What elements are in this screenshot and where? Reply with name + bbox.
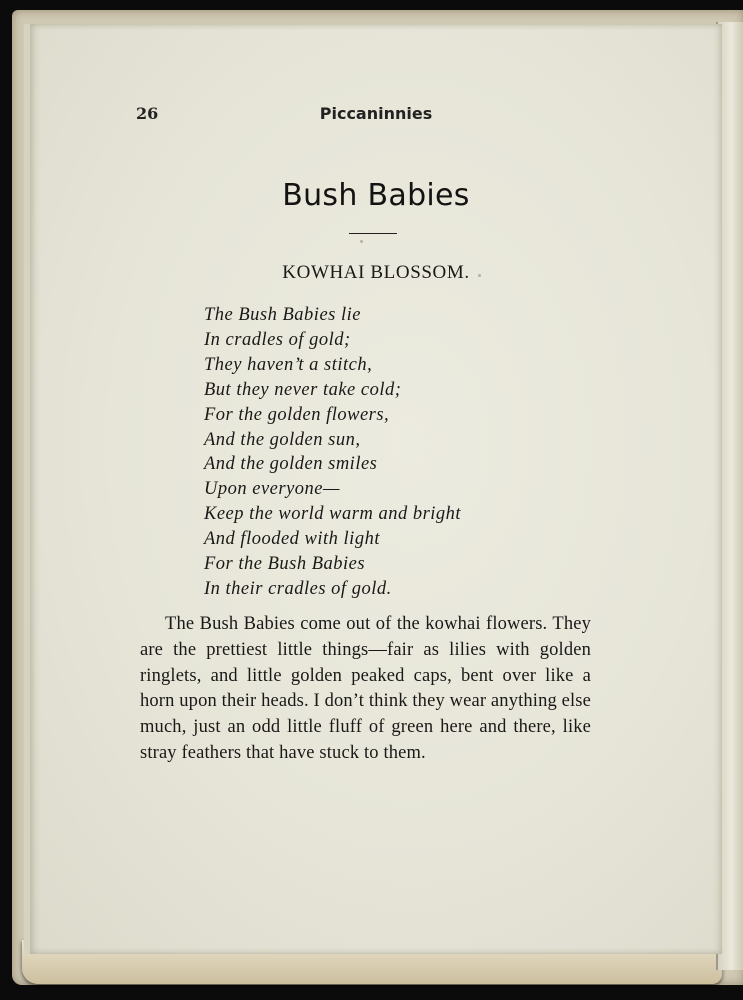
page-number: 26 [136, 104, 159, 123]
paper-speck [360, 240, 363, 243]
poem-line: The Bush Babies lie [204, 305, 361, 325]
poem-line: And the golden sun, [204, 429, 361, 450]
page-header [136, 104, 616, 128]
poem-line: And the golden smiles [204, 454, 378, 475]
body-paragraph: The Bush Babies come out of the kowhai flowers. They are the prettiest little things—fair as lilies with golden ringlets, and little golden peaked caps, bent over like a horn upon their heads. I don’t think they wear anything else much, just an odd little fluff of green here and there, like stray feathers that have stuck to them. [140, 614, 592, 763]
poem-line: For the Bush Babies [204, 554, 366, 575]
poem-line: For the golden flowers, [204, 404, 390, 425]
chapter-title: Bush Babies [282, 178, 470, 213]
running-head: Piccaninnies [319, 104, 433, 123]
poem-line: Keep the world warm and bright [204, 504, 462, 525]
poem-line: But they never take cold; [204, 379, 402, 400]
poem [204, 303, 564, 602]
poem-line: They haven’t a stitch, [204, 354, 373, 375]
poem-line: Upon everyone— [204, 479, 340, 500]
poem-line: In cradles of gold; [204, 329, 351, 350]
poem-line: In their cradles of gold. [204, 578, 392, 599]
title-rule [349, 233, 397, 234]
poem-line: And flooded with light [204, 529, 380, 550]
section-subtitle: KOWHAI BLOSSOM. [282, 262, 470, 283]
